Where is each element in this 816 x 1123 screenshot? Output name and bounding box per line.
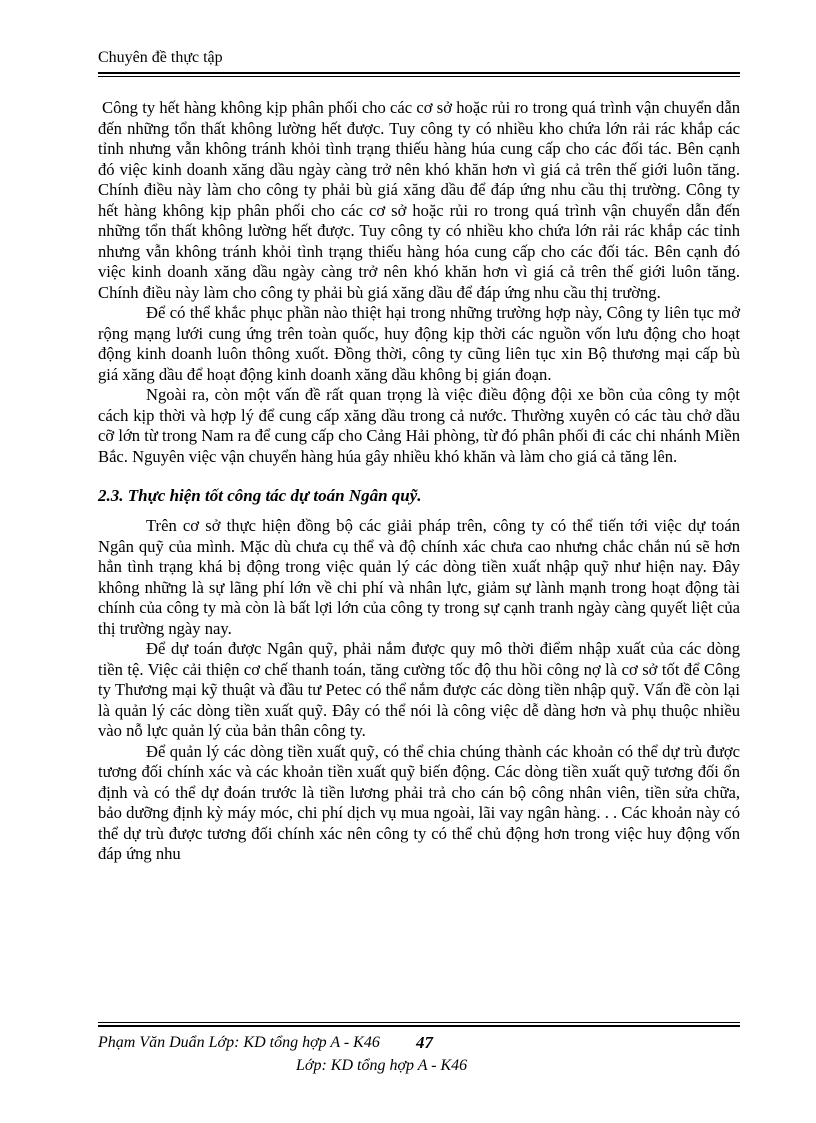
page-number: 47 — [416, 1033, 433, 1052]
header-rule — [98, 72, 740, 74]
paragraph: Để dự toán được Ngân quỹ, phải nắm được quy mô thời điểm nhập xuất của các dòng tiền tệ. Việc cải thiện cơ chế thanh toán, tăng cường tốc độ thu hồi công nợ là cơ sở tốt để Công ty Thương mại kỹ thuật và đầu tư Petec có thể nắm được các dòng tiền nhập quỹ. Vấn đề còn lại là quản lý các dòng tiền xuất quỹ. Đây có thể nói là công việc dễ dàng hơn và phụ thuộc nhiều vào nỗ lực quản lý của bản thân công ty. — [98, 639, 740, 740]
header-rule-thin — [98, 76, 740, 77]
footer-rule-thin — [98, 1022, 740, 1023]
footer-author-class: Phạm Văn Duẩn Lớp: KD tổng hợp A - K46 — [98, 1034, 380, 1051]
paragraph: Để quản lý các dòng tiền xuất quỹ, có thể chia chúng thành các khoản có thể dự trù được tương đối chính xác và các khoản tiền xuất quỹ biến động. Các dòng tiền xuất quỹ tương đối ổn định và có thể dự đoán trước là tiền lương phải trả cho cán bộ công nhân viên, tiền sửa chữa, bảo dưỡng định kỳ máy móc, chi phí dịch vụ mua ngoài, lãi vay ngân hàng. . . Các khoản này có thể dự trù được tương đối chính xác nên công ty có thể chủ động hơn trong việc huy động vốn đáp ứng nhu — [98, 741, 740, 863]
paragraph: Để có thể khắc phục phần nào thiệt hại trong những trường hợp này, Công ty liên tục mở rộng mạng lưới cung ứng trên toàn quốc, huy động kịp thời các nguồn vốn lưu động cho hoạt động kinh doanh luôn thông xuốt. Đồng thời, công ty cũng liên tục xin Bộ thương mại cấp bù giá xăng dầu để hoạt động kinh doanh xăng dầu không bị gián đoạn. — [98, 303, 740, 384]
footer-rule — [98, 1025, 740, 1027]
header-title: Chuyên đề thực tập — [98, 49, 223, 66]
paragraph: Công ty hết hàng không kịp phân phối cho các cơ sở hoặc rủi ro trong quá trình vận chuyển dẫn đến những tổn thất không lường hết được. Tuy công ty có nhiều kho chứa lớn rải rác khắp các tỉnh nhưng vẫn không tránh khỏi tình trạng thiếu hàng húa cung cấp cho các đối tác. Bên cạnh đó việc kinh doanh xăng dầu ngày càng trở nên khó khăn hơn vì giá cả trên thế giới luôn tăng. Chính điều này làm cho công ty phải bù giá xăng dầu để đáp ứng nhu cầu thị trường. Công ty hết hàng không kịp phân phối cho các cơ sở hoặc rủi ro trong quá trình vận chuyển dẫn đến những tổn thất không lường hết được. Tuy công ty có nhiều kho chứa lớn rải rác khắp các tỉnh nhưng vẫn không tránh khỏi tình trạng thiếu hàng hóa cung cấp cho các đối tác. Bên cạnh đó việc kinh doanh xăng dầu ngày càng trở nên khó khăn hơn vì giá cả trên thế giới luôn tăng. Chính điều này làm cho công ty phải bù giá xăng dầu để đáp ứng nhu cầu thị trường. — [98, 98, 740, 302]
paragraph: Ngoài ra, còn một vấn đề rất quan trọng là việc điều động đội xe bồn của công ty một cách kịp thời và hợp lý để cung cấp xăng dầu trong cả nước. Thường xuyên có các tàu chở dầu cỡ lớn từ trong Nam ra để cung cấp cho Cảng Hải phòng, từ đó phân phối đi các chi nhánh Miền Bắc. Nguyên việc vận chuyển hàng húa gây nhiều khó khăn và làm cho giá cả tăng lên. — [98, 385, 740, 466]
page-header — [98, 48, 740, 68]
document-body — [98, 98, 740, 865]
paragraph: Trên cơ sở thực hiện đồng bộ các giải pháp trên, công ty có thể tiến tới việc dự toán Ngân quỹ của mình. Mặc dù chưa cụ thể và độ chính xác chưa cao nhưng chắc chắn nú sẽ hơn hẳn tình trạng khá bị động trong việc quản lý các dòng tiền xuất nhập quỹ như hiện nay. Đây không những là sự lãng phí lớn về chi phí và nhân lực, giảm sự lành mạnh trong hoạt động tài chính của công ty mà còn là bất lợi lớn của công ty trong sự cạnh tranh ngày càng quyết liệt của thị trường ngày nay. — [98, 516, 740, 638]
section-heading: 2.3. Thực hiện tốt công tác dự toán Ngân quỹ. — [98, 486, 422, 505]
footer-class: Lớp: KD tổng hợp A - K46 — [296, 1057, 468, 1074]
